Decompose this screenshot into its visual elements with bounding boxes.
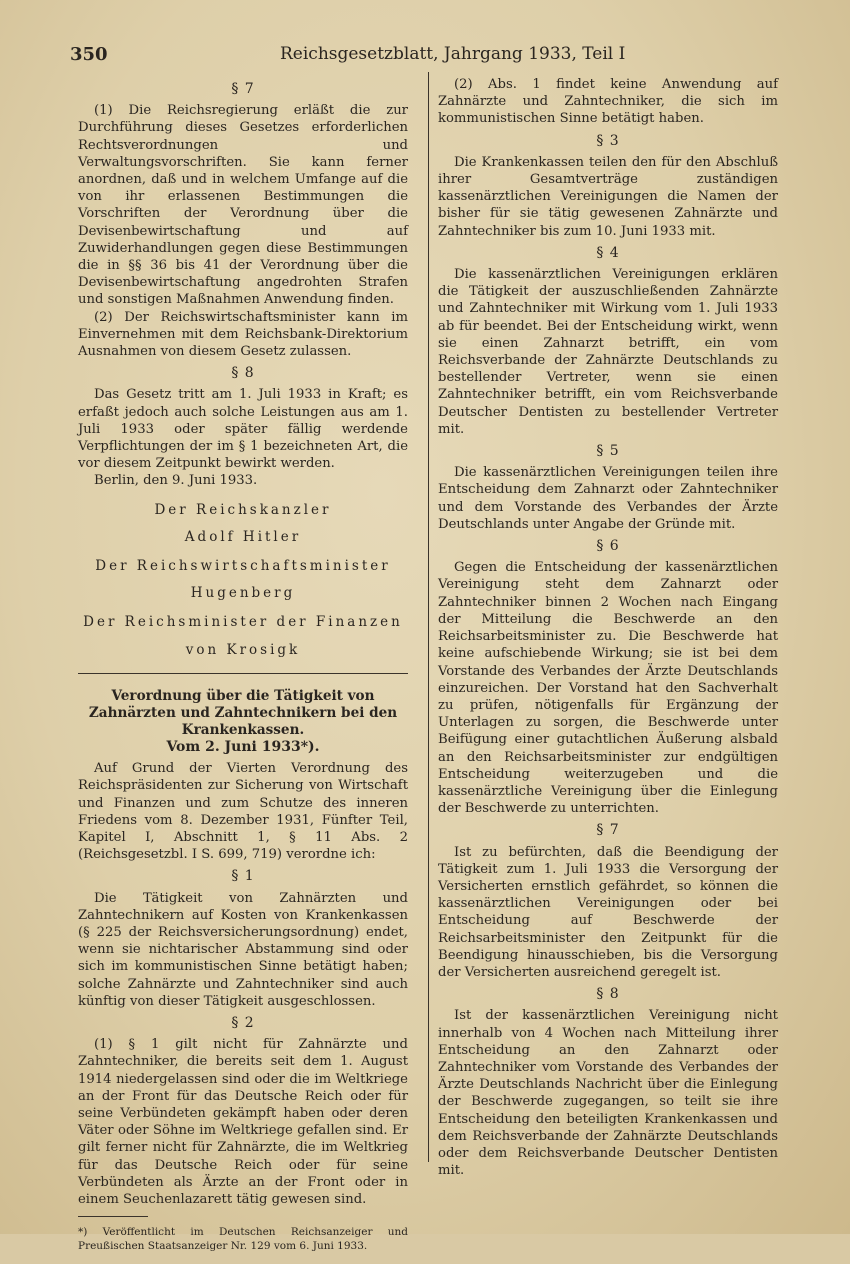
page-header	[70, 44, 800, 68]
paragraph: Ist der kassenärztlichen Vereinigung nicht innerhalb von 4 Wochen nach Mitteilung ihrer Entscheidung an den Zahnarzt oder Zahntechniker vom Vorstande des Verbandes der Ärzte Deutschlands Nachricht über die Einlegung der Beschwerde zugegangen, so teilt sie ihre Entscheidung den beteiligten Krankenkassen und dem Reichsverbande der Zahnärzte Deutschlands oder dem Reichsverbande Deutscher Dentisten mit.	[438, 1008, 778, 1179]
footnote-rule	[78, 1216, 148, 1217]
paragraph: Auf Grund der Vierten Verordnung des Reichspräsidenten zur Sicherung von Wirtschaft und Finanzen und zum Schutze des inneren Friedens vom 8. Dezember 1931, Fünfter Teil, Kapitel I, Abschnitt 1, § 11 Abs. 2 (Reichsgesetzbl. I S. 699, 719) verordne ich:	[78, 761, 408, 863]
section-heading: § 6	[596, 538, 620, 555]
right-column	[438, 76, 778, 1179]
ordinance-title: Verordnung über die Tätigkeit von Zahnärzten und Zahntechnikern bei den Krankenkassen.	[88, 687, 398, 738]
signature-title: Der Reichskanzler	[154, 501, 332, 518]
paragraph: Gegen die Entscheidung der kassenärztlichen Vereinigung steht dem Zahnarzt oder Zahntechniker binnen 2 Wochen nach Eingang der Mitteilung die Beschwerde an den Reichsarbeitsminister zu. Die Beschwerde hat keine aufschiebende Wirkung; sie ist bei dem Vorstande des Verbandes der Ärzte Deutschlands einzureichen. Der Vorstand hat den Sachverhalt zu prüfen, nötigenfalls für Ergänzung der Unterlagen zu sorgen, die Beschwerde unter Beifügung einer gutachtlichen Äußerung alsbald an den Reichsarbeitsminister zur endgültigen Entscheidung weiterzugeben und die kassenärztliche Vereinigung über die Einlegung der Beschwerde zu unterrichten.	[438, 560, 778, 817]
paragraph: Das Gesetz tritt am 1. Juli 1933 in Kraft; es erfaßt jedoch auch solche Leistungen aus am 1. Juli 1933 oder später fällig werdende Verpflichtungen der im § 1 bezeichneten Art, die vor diesem Zeitpunkt bewirkt werden.	[78, 387, 408, 472]
page-number: 350	[70, 44, 108, 65]
signature-title: Der Reichswirtschaftsminister	[95, 558, 391, 575]
paragraph: Ist zu befürchten, daß die Beendigung der Tätigkeit zum 1. Juli 1933 die Versorgung der Versicherten ernstlich gefährdet, so können die kassenärztlichen Vereinigungen oder bei Entscheidung auf Beschwerde der Reichsarbeitsminister den Zeitpunkt für die Beendigung hinausschieben, bis die Versorgung der Versicherten ausreichend geregelt ist.	[438, 844, 778, 980]
paragraph: Die Krankenkassen teilen den für den Abschluß ihrer Gesamtverträge zuständigen kassenärztlichen Vereinigungen die Namen der bisher für sie tätig gewesenen Zahnärzte und Zahntechniker bis zum 10. Juni 1933 mit.	[438, 154, 778, 239]
paragraph: (1) § 1 gilt nicht für Zahnärzte und Zahntechniker, die bereits seit dem 1. August 1914 niedergelassen sind oder die im Weltkriege an der Front für das Deutsche Reich oder für seine Verbündeten gekämpft haben oder deren Väter oder Söhne im Weltkriege gefallen sind. Er gilt ferner nicht für Zahnärzte, die im Weltkrieg für das Deutsche Reich oder für seine Verbündeten als Ärzte an der Front oder in einem Seuchenlazarett tätig gewesen sind.	[78, 1037, 408, 1207]
signature-name: von Krosigk	[185, 641, 301, 658]
section-heading: § 3	[596, 132, 620, 149]
signature-name: Adolf Hitler	[184, 528, 302, 545]
section-heading: § 4	[596, 244, 620, 261]
left-column	[78, 76, 408, 1264]
paragraph: Die Tätigkeit von Zahnärzten und Zahntechnikern auf Kosten von Krankenkassen (§ 225 der Reichsversicherungsordnung) endet, wenn sie nichtarischer Abstammung sind oder sich im kommunistischen Sinne betätigt haben; solche Zahnärzte und Zahntechniker sind auch künftig von dieser Tätigkeit ausgeschlossen.	[78, 890, 408, 1009]
section-heading: § 7	[596, 822, 620, 839]
paragraph: (2) Abs. 1 findet keine Anwendung auf Zahnärzte und Zahntechniker, die sich im kommunistischen Sinne betätigt haben.	[438, 77, 778, 127]
paragraph: (2) Der Reichswirtschaftsminister kann im Einvernehmen mit dem Reichsbank-Direktorium Ausnahmen von diesem Gesetz zulassen.	[78, 309, 408, 360]
paragraph: Die kassenärztlichen Vereinigungen erklären die Tätigkeit der auszuschließenden Zahnärzte und Zahntechniker mit Wirkung vom 1. Juli 1933 ab für beendet. Bei der Entscheidung wirkt, wenn sie einen Zahnarzt betrifft, ein vom Reichsverbande der Zahnärzte Deutschlands zu bestellender Vertreter, wenn sie einen Zahntechniker betrifft, ein vom Reichsverbande Deutscher Dentisten zu bestellender Vertreter mit.	[438, 267, 778, 437]
section-heading: § 8	[231, 365, 255, 382]
signature-title: Der Reichsminister der Finanzen	[83, 614, 403, 631]
footnote: *) Veröffentlicht im Deutschen Reichsanzeiger und Preußischen Staatsanzeiger Nr. 129 vom 6. Juni 1933.	[78, 1226, 408, 1253]
running-title: Reichsgesetzblatt, Jahrgang 1933, Teil I	[280, 44, 626, 64]
section-divider	[78, 673, 408, 674]
section-heading: § 5	[596, 443, 620, 460]
signature-name: Hugenberg	[190, 585, 296, 602]
column-divider	[428, 72, 429, 1162]
section-heading: § 8	[596, 986, 620, 1003]
ordinance-date: Vom 2. Juni 1933*).	[166, 738, 320, 755]
section-heading: § 2	[231, 1014, 255, 1031]
paragraph: Die kassenärztlichen Vereinigungen teilen ihre Entscheidung dem Zahnarzt oder Zahntechniker und dem Vorstande des Verbandes der Ärzte Deutschlands unter Angabe der Gründe mit.	[438, 465, 778, 532]
place-date: Berlin, den 9. Juni 1933.	[94, 473, 258, 489]
section-heading: § 7	[231, 81, 255, 97]
section-heading: § 1	[231, 868, 255, 885]
paragraph: (1) Die Reichsregierung erläßt die zur Durchführung dieses Gesetzes erforderlichen Rechtsverordnungen und Verwaltungsvorschriften. Sie kann ferner anordnen, daß und in welchem Umfange auf die von ihr erlassenen Bestimmungen die Vorschriften der Verordnung über die Devisenbewirtschaftung und auf Zuwiderhandlungen gegen diese Bestimmungen die in §§ 36 bis 41 der Verordnung über die Devisenbewirtschaftung angedrohten Strafen und sonstigen Maßnahmen Anwendung finden.	[78, 103, 408, 308]
